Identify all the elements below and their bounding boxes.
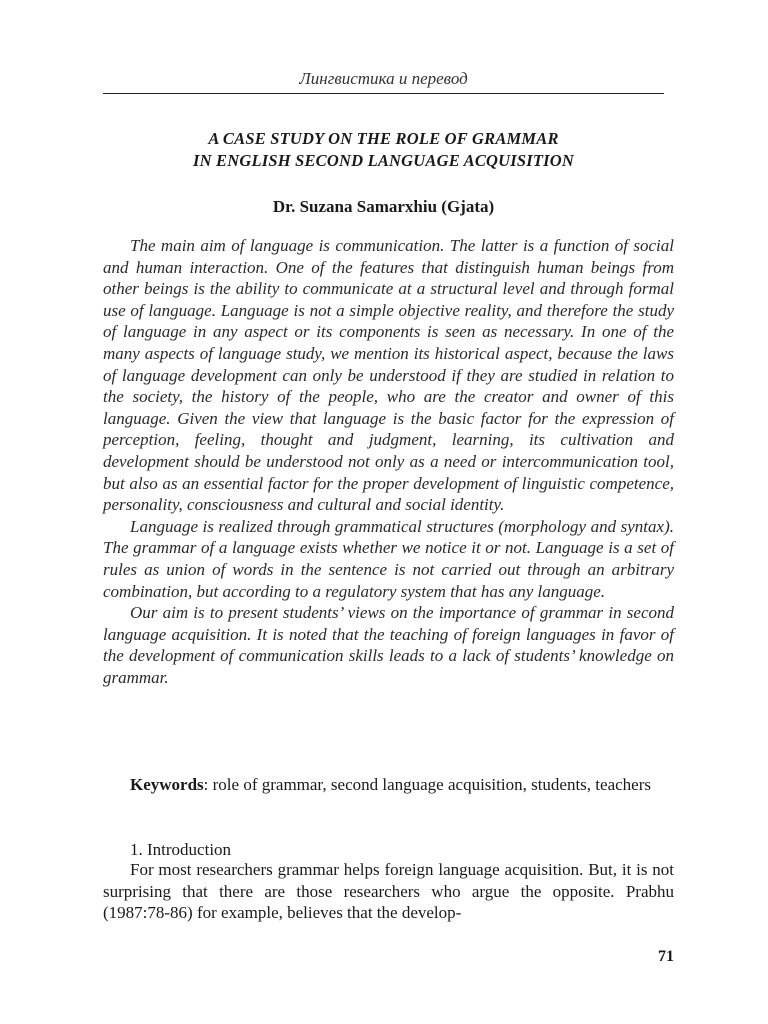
article-title-line-2: IN ENGLISH SECOND LANGUAGE ACQUISITION bbox=[192, 151, 575, 170]
article-title-line-1: A CASE STUDY ON THE ROLE OF GRAMMAR bbox=[208, 129, 559, 148]
keywords-label: Keywords bbox=[130, 775, 204, 794]
abstract-paragraph-3: Our aim is to present students’ views on the importance of grammar in second language acquisition. It is noted that the teaching of foreign languages in favor of the development of communication skills leads to a lack of students’ knowledge on grammar. bbox=[103, 603, 674, 687]
abstract bbox=[103, 235, 674, 688]
abstract-paragraph-2: Language is realized through grammatical structures (morphology and syntax). The grammar of a language exists whether we notice it or not. Language is a set of rules as union of words in the sentence is not carried out through an arbitrary combination, but according to a regulatory system that has any language. bbox=[103, 516, 674, 601]
keywords bbox=[103, 774, 674, 796]
running-header: Лингвистика и перевод bbox=[299, 69, 468, 88]
author-name: Dr. Suzana Samarxhiu (Gjata) bbox=[272, 197, 495, 216]
article-title bbox=[103, 128, 664, 172]
page-number: 71 bbox=[658, 948, 674, 965]
abstract-paragraph-1: The main aim of language is communication. The latter is a function of social and human interaction. One of the features that distinguish human beings from other beings is the ability to communicate at a structural level and through formal use of language. Language is not a simple objective reality, and therefore the study of language in any aspect or its components is seen as necessary. In one of the many aspects of language study, we mention its historical aspect, because the laws of language development can only be understood if they are studied in relation to the society, the history of the people, who are the creator and owner of this language. Given the view that language is the basic factor for the expression of perception, feeling, thought and judgment, learning, its cultivation and development should be understood not only as a need or intercommunication tool, but also as an essential factor for the proper development of linguistic competence, personality, consciousness and cultural and social identity. bbox=[103, 236, 674, 515]
header-rule bbox=[103, 93, 664, 94]
section-heading-introduction: 1. Introduction bbox=[130, 840, 232, 859]
introduction-paragraph: For most researchers grammar helps foreign language acquisition. But, it is not surprising that there are those researchers who argue the opposite. Prabhu (1987:78-86) for example, believes that the develop- bbox=[103, 860, 674, 923]
keywords-text: : role of grammar, second language acquisition, students, teachers bbox=[203, 775, 651, 794]
